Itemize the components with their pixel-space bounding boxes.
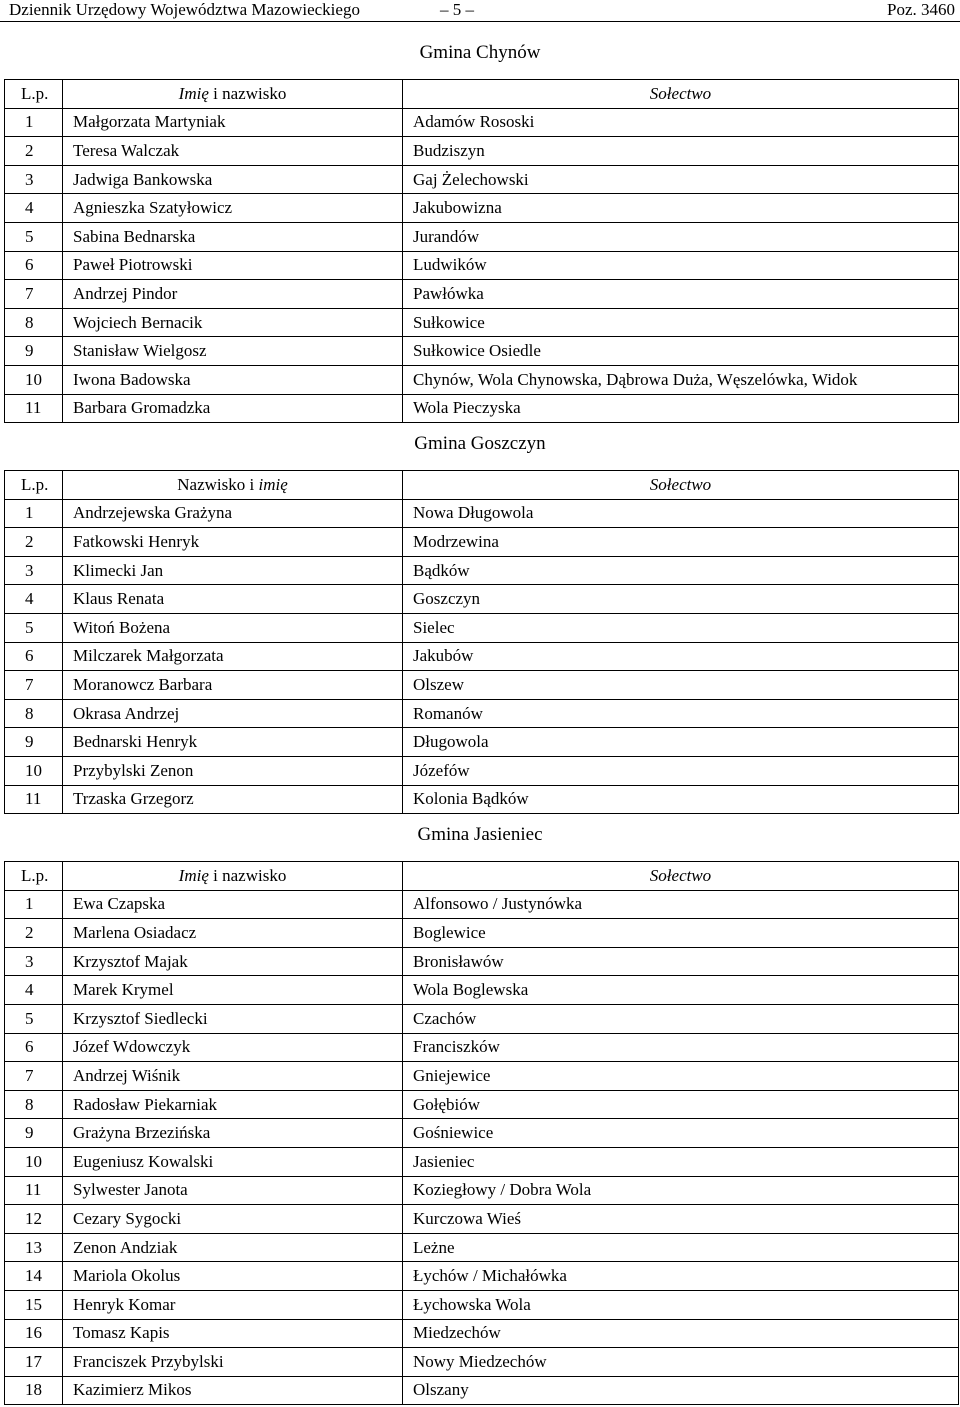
row-name: Paweł Piotrowski bbox=[63, 251, 403, 280]
row-village: Łychów / Michałówka bbox=[403, 1262, 959, 1291]
row-name: Przybylski Zenon bbox=[63, 756, 403, 785]
row-name: Iwona Badowska bbox=[63, 365, 403, 394]
row-name: Klaus Renata bbox=[63, 585, 403, 614]
header-rule bbox=[0, 21, 960, 22]
column-header-name bbox=[63, 80, 403, 109]
column-header-name bbox=[63, 862, 403, 891]
table-row bbox=[5, 699, 959, 728]
row-name: Sylwester Janota bbox=[63, 1176, 403, 1205]
table-row bbox=[5, 165, 959, 194]
row-village: Alfonsowo / Justynówka bbox=[403, 890, 959, 919]
table-row bbox=[5, 947, 959, 976]
row-number: 13 bbox=[5, 1233, 63, 1262]
row-village: Gaj Żelechowski bbox=[403, 165, 959, 194]
row-number: 3 bbox=[5, 556, 63, 585]
row-number: 1 bbox=[5, 890, 63, 919]
table-row bbox=[5, 1147, 959, 1176]
row-village: Gniejewice bbox=[403, 1062, 959, 1091]
row-name: Ewa Czapska bbox=[63, 890, 403, 919]
row-village: Wola Boglewska bbox=[403, 976, 959, 1005]
section-title-jasieniec: Gmina Jasieniec bbox=[417, 824, 543, 845]
row-number: 11 bbox=[5, 1176, 63, 1205]
row-name: Krzysztof Majak bbox=[63, 947, 403, 976]
row-number: 5 bbox=[5, 1004, 63, 1033]
row-name: Cezary Sygocki bbox=[63, 1205, 403, 1234]
row-number: 12 bbox=[5, 1205, 63, 1234]
column-header-name-rest: i nazwisko bbox=[208, 865, 287, 885]
row-number: 10 bbox=[5, 365, 63, 394]
row-name: Agnieszka Szatyłowicz bbox=[63, 194, 403, 223]
row-number: 8 bbox=[5, 308, 63, 337]
row-name: Klimecki Jan bbox=[63, 556, 403, 585]
row-number: 6 bbox=[5, 1033, 63, 1062]
row-name: Kazimierz Mikos bbox=[63, 1376, 403, 1405]
row-number: 15 bbox=[5, 1290, 63, 1319]
row-village: Boglewice bbox=[403, 919, 959, 948]
row-number: 14 bbox=[5, 1262, 63, 1291]
table-row bbox=[5, 1062, 959, 1091]
row-village: Gośniewice bbox=[403, 1119, 959, 1148]
table-row bbox=[5, 1004, 959, 1033]
table-row bbox=[5, 642, 959, 671]
row-name: Barbara Gromadzka bbox=[63, 394, 403, 423]
row-village: Gołębiów bbox=[403, 1090, 959, 1119]
row-village: Budziszyn bbox=[403, 137, 959, 166]
row-number: 4 bbox=[5, 194, 63, 223]
row-village: Jasieniec bbox=[403, 1147, 959, 1176]
table-body bbox=[5, 890, 959, 1405]
column-header-village: Sołectwo bbox=[403, 471, 959, 500]
table-row bbox=[5, 251, 959, 280]
row-village: Romanów bbox=[403, 699, 959, 728]
row-village: Bronisławów bbox=[403, 947, 959, 976]
row-number: 3 bbox=[5, 947, 63, 976]
row-number: 18 bbox=[5, 1376, 63, 1405]
table-body bbox=[5, 108, 959, 423]
row-village: Franciszków bbox=[403, 1033, 959, 1062]
column-header-name-rest: i nazwisko bbox=[208, 83, 287, 103]
row-name: Jadwiga Bankowska bbox=[63, 165, 403, 194]
roster-table-jasieniec bbox=[4, 861, 959, 1405]
row-name: Zenon Andziak bbox=[63, 1233, 403, 1262]
row-name: Grażyna Brzezińska bbox=[63, 1119, 403, 1148]
table-row bbox=[5, 308, 959, 337]
table-row bbox=[5, 108, 959, 137]
row-village: Adamów Rososki bbox=[403, 108, 959, 137]
table-row bbox=[5, 890, 959, 919]
row-village: Chynów, Wola Chynowska, Dąbrowa Duża, Węszelówka, Widok bbox=[403, 365, 959, 394]
row-number: 8 bbox=[5, 1090, 63, 1119]
row-village: Nowa Długowola bbox=[403, 499, 959, 528]
row-number: 9 bbox=[5, 728, 63, 757]
row-number: 2 bbox=[5, 137, 63, 166]
roster-table-goszczyn bbox=[4, 470, 959, 814]
row-number: 5 bbox=[5, 222, 63, 251]
row-number: 11 bbox=[5, 394, 63, 423]
row-number: 6 bbox=[5, 251, 63, 280]
table-row bbox=[5, 528, 959, 557]
row-village: Leżne bbox=[403, 1233, 959, 1262]
roster-table-chynow bbox=[4, 79, 959, 423]
row-village: Kurczowa Wieś bbox=[403, 1205, 959, 1234]
row-village: Jakubów bbox=[403, 642, 959, 671]
row-name: Marek Krymel bbox=[63, 976, 403, 1005]
row-name: Stanisław Wielgosz bbox=[63, 337, 403, 366]
row-village: Nowy Miedzechów bbox=[403, 1348, 959, 1377]
row-number: 5 bbox=[5, 613, 63, 642]
row-village: Jurandów bbox=[403, 222, 959, 251]
table-row bbox=[5, 1176, 959, 1205]
table-row bbox=[5, 222, 959, 251]
table-row bbox=[5, 919, 959, 948]
row-name: Józef Wdowczyk bbox=[63, 1033, 403, 1062]
row-village: Koziegłowy / Dobra Wola bbox=[403, 1176, 959, 1205]
row-village: Olszany bbox=[403, 1376, 959, 1405]
column-header-village: Sołectwo bbox=[403, 862, 959, 891]
section-title-goszczyn: Gmina Goszczyn bbox=[414, 433, 546, 454]
column-header-name-italic: Imię bbox=[178, 83, 209, 103]
row-number: 11 bbox=[5, 785, 63, 814]
row-number: 10 bbox=[5, 756, 63, 785]
row-village: Długowola bbox=[403, 728, 959, 757]
column-header-village: Sołectwo bbox=[403, 80, 959, 109]
table-row bbox=[5, 671, 959, 700]
row-number: 1 bbox=[5, 108, 63, 137]
column-header-name-italic: imię bbox=[258, 474, 288, 494]
row-name: Trzaska Grzegorz bbox=[63, 785, 403, 814]
row-number: 9 bbox=[5, 337, 63, 366]
table-row bbox=[5, 756, 959, 785]
column-header-name-italic: Imię bbox=[178, 865, 209, 885]
column-header-lp: L.p. bbox=[5, 862, 63, 891]
row-number: 17 bbox=[5, 1348, 63, 1377]
table-row bbox=[5, 499, 959, 528]
table-row bbox=[5, 1119, 959, 1148]
table-header-row bbox=[5, 471, 959, 500]
table-row bbox=[5, 1205, 959, 1234]
table-body bbox=[5, 499, 959, 814]
row-name: Wojciech Bernacik bbox=[63, 308, 403, 337]
publication-title: Dziennik Urzędowy Województwa Mazowieckiego bbox=[9, 0, 360, 19]
table-row bbox=[5, 1262, 959, 1291]
row-number: 2 bbox=[5, 528, 63, 557]
row-name: Franciszek Przybylski bbox=[63, 1348, 403, 1377]
row-number: 4 bbox=[5, 585, 63, 614]
row-name: Andrzejewska Grażyna bbox=[63, 499, 403, 528]
row-number: 4 bbox=[5, 976, 63, 1005]
row-village: Goszczyn bbox=[403, 585, 959, 614]
row-number: 7 bbox=[5, 671, 63, 700]
row-name: Marlena Osiadacz bbox=[63, 919, 403, 948]
column-header-lp: L.p. bbox=[5, 80, 63, 109]
row-village: Sułkowice Osiedle bbox=[403, 337, 959, 366]
row-village: Sułkowice bbox=[403, 308, 959, 337]
row-number: 9 bbox=[5, 1119, 63, 1148]
table-row bbox=[5, 394, 959, 423]
table-row bbox=[5, 194, 959, 223]
table-row bbox=[5, 1290, 959, 1319]
row-number: 1 bbox=[5, 499, 63, 528]
table-row bbox=[5, 1376, 959, 1405]
table-row bbox=[5, 556, 959, 585]
row-name: Sabina Bednarska bbox=[63, 222, 403, 251]
row-name: Małgorzata Martyniak bbox=[63, 108, 403, 137]
row-village: Jakubowizna bbox=[403, 194, 959, 223]
row-name: Andrzej Pindor bbox=[63, 280, 403, 309]
row-number: 6 bbox=[5, 642, 63, 671]
table-row bbox=[5, 137, 959, 166]
position-number: Poz. 3460 bbox=[887, 0, 955, 19]
row-number: 10 bbox=[5, 1147, 63, 1176]
table-header-row bbox=[5, 80, 959, 109]
table-row bbox=[5, 728, 959, 757]
row-name: Bednarski Henryk bbox=[63, 728, 403, 757]
section-title-chynow: Gmina Chynów bbox=[419, 42, 541, 63]
table-row bbox=[5, 1233, 959, 1262]
row-village: Sielec bbox=[403, 613, 959, 642]
page-header bbox=[0, 0, 960, 22]
column-header-name bbox=[63, 471, 403, 500]
table-row bbox=[5, 585, 959, 614]
row-name: Milczarek Małgorzata bbox=[63, 642, 403, 671]
table-row bbox=[5, 280, 959, 309]
row-name: Okrasa Andrzej bbox=[63, 699, 403, 728]
row-village: Miedzechów bbox=[403, 1319, 959, 1348]
row-number: 2 bbox=[5, 919, 63, 948]
table-row bbox=[5, 365, 959, 394]
row-name: Teresa Walczak bbox=[63, 137, 403, 166]
row-name: Henryk Komar bbox=[63, 1290, 403, 1319]
table-row bbox=[5, 785, 959, 814]
row-village: Kolonia Bądków bbox=[403, 785, 959, 814]
column-header-lp: L.p. bbox=[5, 471, 63, 500]
table-row bbox=[5, 1090, 959, 1119]
row-village: Łychowska Wola bbox=[403, 1290, 959, 1319]
row-name: Witoń Bożena bbox=[63, 613, 403, 642]
row-number: 8 bbox=[5, 699, 63, 728]
row-village: Wola Pieczyska bbox=[403, 394, 959, 423]
page-number: – 5 – bbox=[440, 0, 474, 19]
table-row bbox=[5, 976, 959, 1005]
row-village: Modrzewina bbox=[403, 528, 959, 557]
row-village: Ludwików bbox=[403, 251, 959, 280]
table-row bbox=[5, 1033, 959, 1062]
row-village: Bądków bbox=[403, 556, 959, 585]
row-number: 7 bbox=[5, 280, 63, 309]
table-row bbox=[5, 1348, 959, 1377]
column-header-name-rest: Nazwisko i bbox=[177, 474, 259, 494]
row-name: Fatkowski Henryk bbox=[63, 528, 403, 557]
row-village: Józefów bbox=[403, 756, 959, 785]
row-number: 16 bbox=[5, 1319, 63, 1348]
row-name: Radosław Piekarniak bbox=[63, 1090, 403, 1119]
row-name: Moranowcz Barbara bbox=[63, 671, 403, 700]
table-row bbox=[5, 1319, 959, 1348]
row-village: Czachów bbox=[403, 1004, 959, 1033]
row-village: Pawłówka bbox=[403, 280, 959, 309]
row-name: Andrzej Wiśnik bbox=[63, 1062, 403, 1091]
row-village: Olszew bbox=[403, 671, 959, 700]
row-name: Mariola Okolus bbox=[63, 1262, 403, 1291]
row-name: Tomasz Kapis bbox=[63, 1319, 403, 1348]
row-name: Eugeniusz Kowalski bbox=[63, 1147, 403, 1176]
table-row bbox=[5, 613, 959, 642]
row-number: 3 bbox=[5, 165, 63, 194]
table-header-row bbox=[5, 862, 959, 891]
row-number: 7 bbox=[5, 1062, 63, 1091]
table-row bbox=[5, 337, 959, 366]
row-name: Krzysztof Siedlecki bbox=[63, 1004, 403, 1033]
